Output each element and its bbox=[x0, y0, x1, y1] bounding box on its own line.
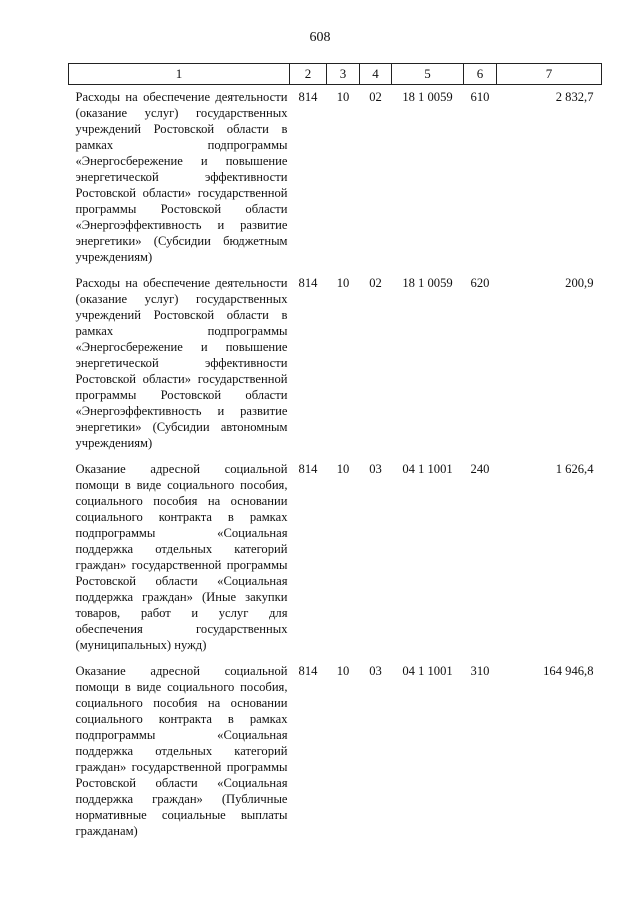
amount: 200,9 bbox=[565, 276, 594, 290]
column-header: 5 bbox=[392, 64, 464, 85]
column-header: 3 bbox=[327, 64, 360, 85]
ministry-code: 814 bbox=[298, 276, 318, 290]
target-item-code: 04 1 1001 bbox=[402, 462, 453, 476]
expense-type-code: 610 bbox=[470, 90, 490, 104]
table-header-row bbox=[69, 64, 602, 85]
target-item-code: 18 1 0059 bbox=[402, 276, 453, 290]
table-row bbox=[69, 457, 602, 659]
column-header: 2 bbox=[290, 64, 327, 85]
table-row bbox=[69, 271, 602, 457]
target-item-code: 04 1 1001 bbox=[402, 664, 453, 678]
expense-type-code: 620 bbox=[470, 276, 490, 290]
column-header: 4 bbox=[360, 64, 392, 85]
column-header: 6 bbox=[464, 64, 497, 85]
row-description: Оказание адресной социальной помощи в виде социального пособия, социального пособия на основании социального контракта в рамках подпрограммы «Социальная поддержка отдельных категорий граждан» государственной программы Ростовской области «Социальная поддержка граждан» (Публичные нормативные социальные выплаты гражданам) bbox=[75, 664, 288, 838]
ministry-code: 814 bbox=[298, 90, 318, 104]
ministry-code: 814 bbox=[298, 462, 318, 476]
subsection-code: 02 bbox=[369, 90, 382, 104]
amount: 164 946,8 bbox=[543, 664, 594, 678]
row-description: Расходы на обеспечение деятельности (оказание услуг) государственных учреждений Ростовской области в рамках подпрограммы «Энергосбережение и повышение энергетической эффективности Ростовской области» государственной программы Ростовской области «Энергоэффективность и развитие энергетики» (Субсидии автономным учреждениям) bbox=[75, 276, 288, 450]
section-code: 10 bbox=[336, 276, 350, 290]
amount: 2 832,7 bbox=[555, 90, 594, 104]
section-code: 10 bbox=[336, 664, 350, 678]
target-item-code: 18 1 0059 bbox=[402, 90, 453, 104]
amount: 1 626,4 bbox=[555, 462, 594, 476]
column-header: 7 bbox=[497, 64, 602, 85]
subsection-code: 03 bbox=[369, 664, 382, 678]
section-code: 10 bbox=[336, 90, 350, 104]
table-row bbox=[69, 659, 602, 845]
row-description: Оказание адресной социальной помощи в виде социального пособия, социального пособия на основании социального контракта в рамках подпрограммы «Социальная поддержка отдельных категорий граждан» государственной программы Ростовской области «Социальная поддержка граждан» (Иные закупки товаров, работ и услуг для обеспечения государственных (муниципальных) нужд) bbox=[75, 462, 288, 652]
budget-table bbox=[68, 63, 602, 845]
expense-type-code: 240 bbox=[470, 462, 490, 476]
subsection-code: 03 bbox=[369, 462, 382, 476]
column-header: 1 bbox=[69, 64, 290, 85]
subsection-code: 02 bbox=[369, 276, 382, 290]
row-description: Расходы на обеспечение деятельности (оказание услуг) государственных учреждений Ростовской области в рамках подпрограммы «Энергосбережение и повышение энергетической эффективности Ростовской области» государственной программы Ростовской области «Энергоэффективность и развитие энергетики» (Субсидии бюджетным учреждениям) bbox=[75, 90, 288, 264]
section-code: 10 bbox=[336, 462, 350, 476]
expense-type-code: 310 bbox=[470, 664, 490, 678]
ministry-code: 814 bbox=[298, 664, 318, 678]
page-number: 608 bbox=[309, 30, 331, 45]
table-row bbox=[69, 85, 602, 272]
